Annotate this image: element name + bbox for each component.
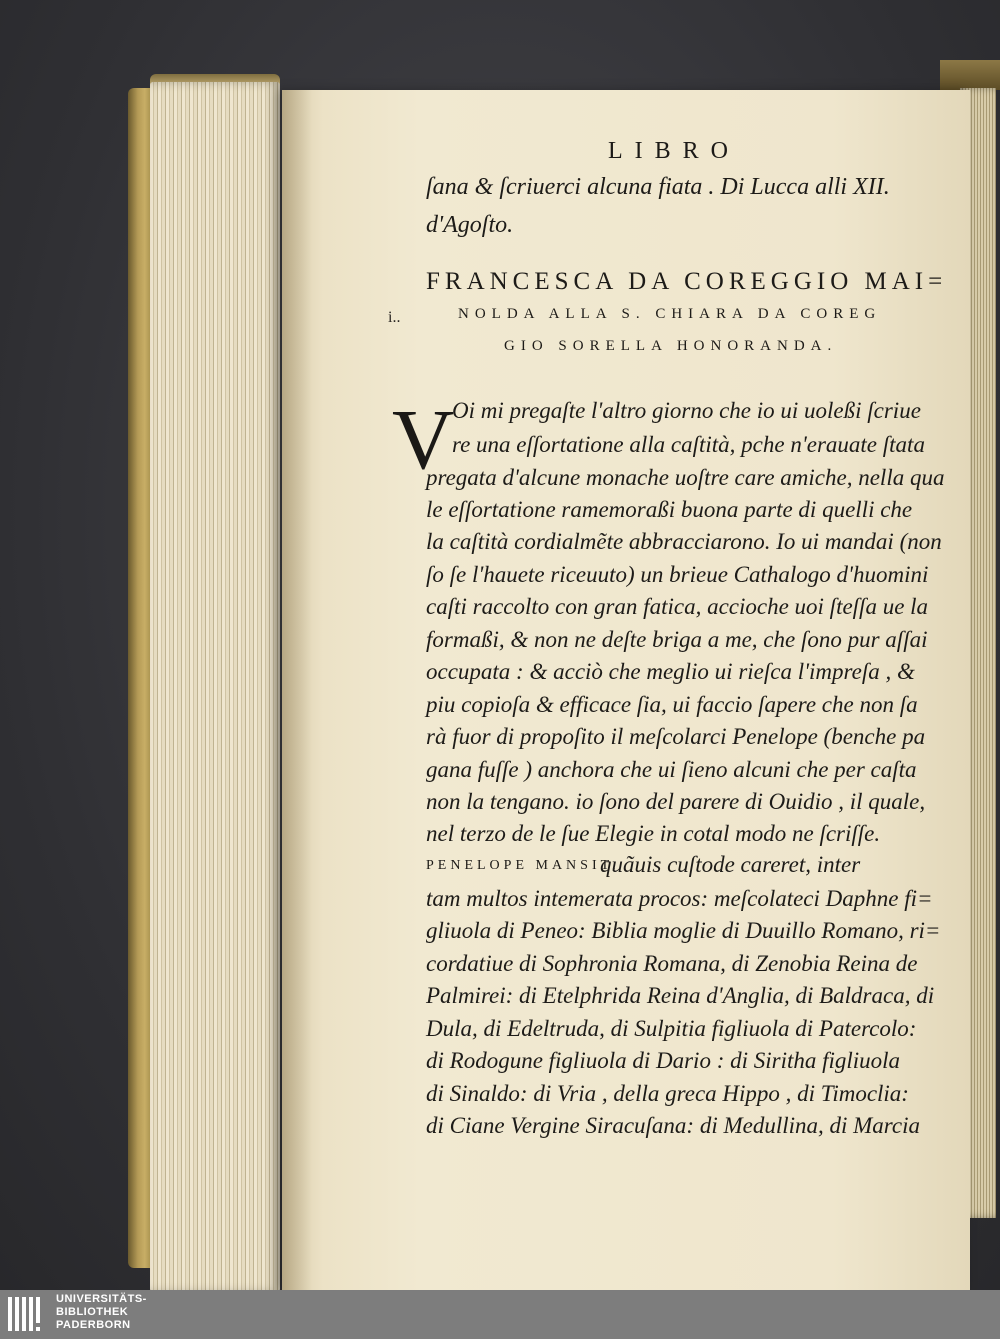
heading-line-2: NOLDA ALLA S. CHIARA DA COREG	[458, 306, 882, 322]
heading-line-3: GIO SORELLA HONORANDA.	[504, 338, 838, 354]
body-line: Oi mi pregaſte l'altro giorno che io ui uoleßi ſcriue	[452, 398, 921, 423]
body-line: occupata : & acciò che meglio ui rieſca l'impreſa , &	[426, 659, 915, 684]
body-line: pregata d'alcune monache uoſtre care amiche, nella qua	[426, 465, 945, 490]
tail-line: Palmirei: di Etelphrida Reina d'Anglia, di Baldraca, di	[426, 983, 935, 1008]
tail-line: gliuola di Peneo: Biblia moglie di Duuillo Romano, ri=	[426, 918, 941, 943]
body-line: le eſſortatione ramemoraßi buona parte di quelli che	[426, 497, 913, 522]
body-line: gana fuſſe ) anchora che ui ſieno alcuni che per caſta	[426, 757, 917, 782]
tail-line: di Rodogune figliuola di Dario : di Siritha figliuola	[426, 1048, 901, 1073]
quote-caps: PENELOPE MANSIT,	[426, 858, 620, 873]
body-line: non la tengano. io ſono del parere di Ouidio , il quale,	[426, 789, 926, 814]
heading-line-1: FRANCESCA DA COREGGIO MAI=	[426, 268, 948, 295]
right-cover	[940, 60, 1000, 90]
logo-line-2: BIBLIOTHEK	[56, 1306, 129, 1318]
body-line: la caſtità cordialmẽte abbracciarono. Io ui mandai (non	[426, 529, 942, 554]
tail-line: Dula, di Edeltruda, di Sulpitia figliuola di Patercolo:	[426, 1016, 917, 1041]
body-line: ſo ſe l'hauete riceuuto) un brieue Cathalogo d'huomini	[426, 562, 929, 587]
body-line: re una eſſortatione alla caſtità, pche n'erauate ſtata	[452, 432, 925, 457]
footer-bar	[0, 1290, 1000, 1339]
library-logo-text	[56, 1293, 147, 1332]
page-stack-edge	[150, 82, 280, 1292]
body-line: nel terzo de le ſue Elegie in cotal modo ne ſcriſſe.	[426, 821, 881, 846]
logo-line-1: UNIVERSITÄTS-	[56, 1293, 147, 1305]
body-line: rà fuor di propoſito il meſcolarci Penelope (benche pa	[426, 724, 926, 749]
margin-mark: i..	[388, 309, 401, 326]
library-logo-icon	[6, 1293, 48, 1335]
drop-cap: V	[392, 391, 455, 487]
page-gutter-shadow	[282, 90, 312, 1290]
opening-line: d'Agoſto.	[426, 212, 514, 238]
tail-line: di Sinaldo: di Vria , della greca Hippo , di Timoclia:	[426, 1081, 909, 1106]
tail-line: cordatiue di Sophronia Romana, di Zenobia Reina de	[426, 951, 918, 976]
logo-line-3: PADERBORN	[56, 1319, 131, 1331]
running-head: LIBRO	[608, 138, 740, 164]
quote-rest: quãuis cuſtode careret, inter	[600, 852, 861, 877]
tail-line: tam multos intemerata procos: meſcolateci Daphne fi=	[426, 886, 933, 911]
tail-line: di Ciane Vergine Siracuſana: di Medullina, di Marcia	[426, 1113, 921, 1138]
body-line: formaßi, & non ne deſte briga a me, che ſono pur aſſai	[426, 627, 928, 652]
opening-line: ſana & ſcriuerci alcuna fiata . Di Lucca alli XII.	[426, 174, 890, 200]
body-line: caſti raccolto con gran fatica, accioche uoi ſteſſa ue la	[426, 594, 929, 619]
body-line: piu copioſa & efficace ſia, ui faccio ſapere che non ſa	[426, 692, 918, 717]
